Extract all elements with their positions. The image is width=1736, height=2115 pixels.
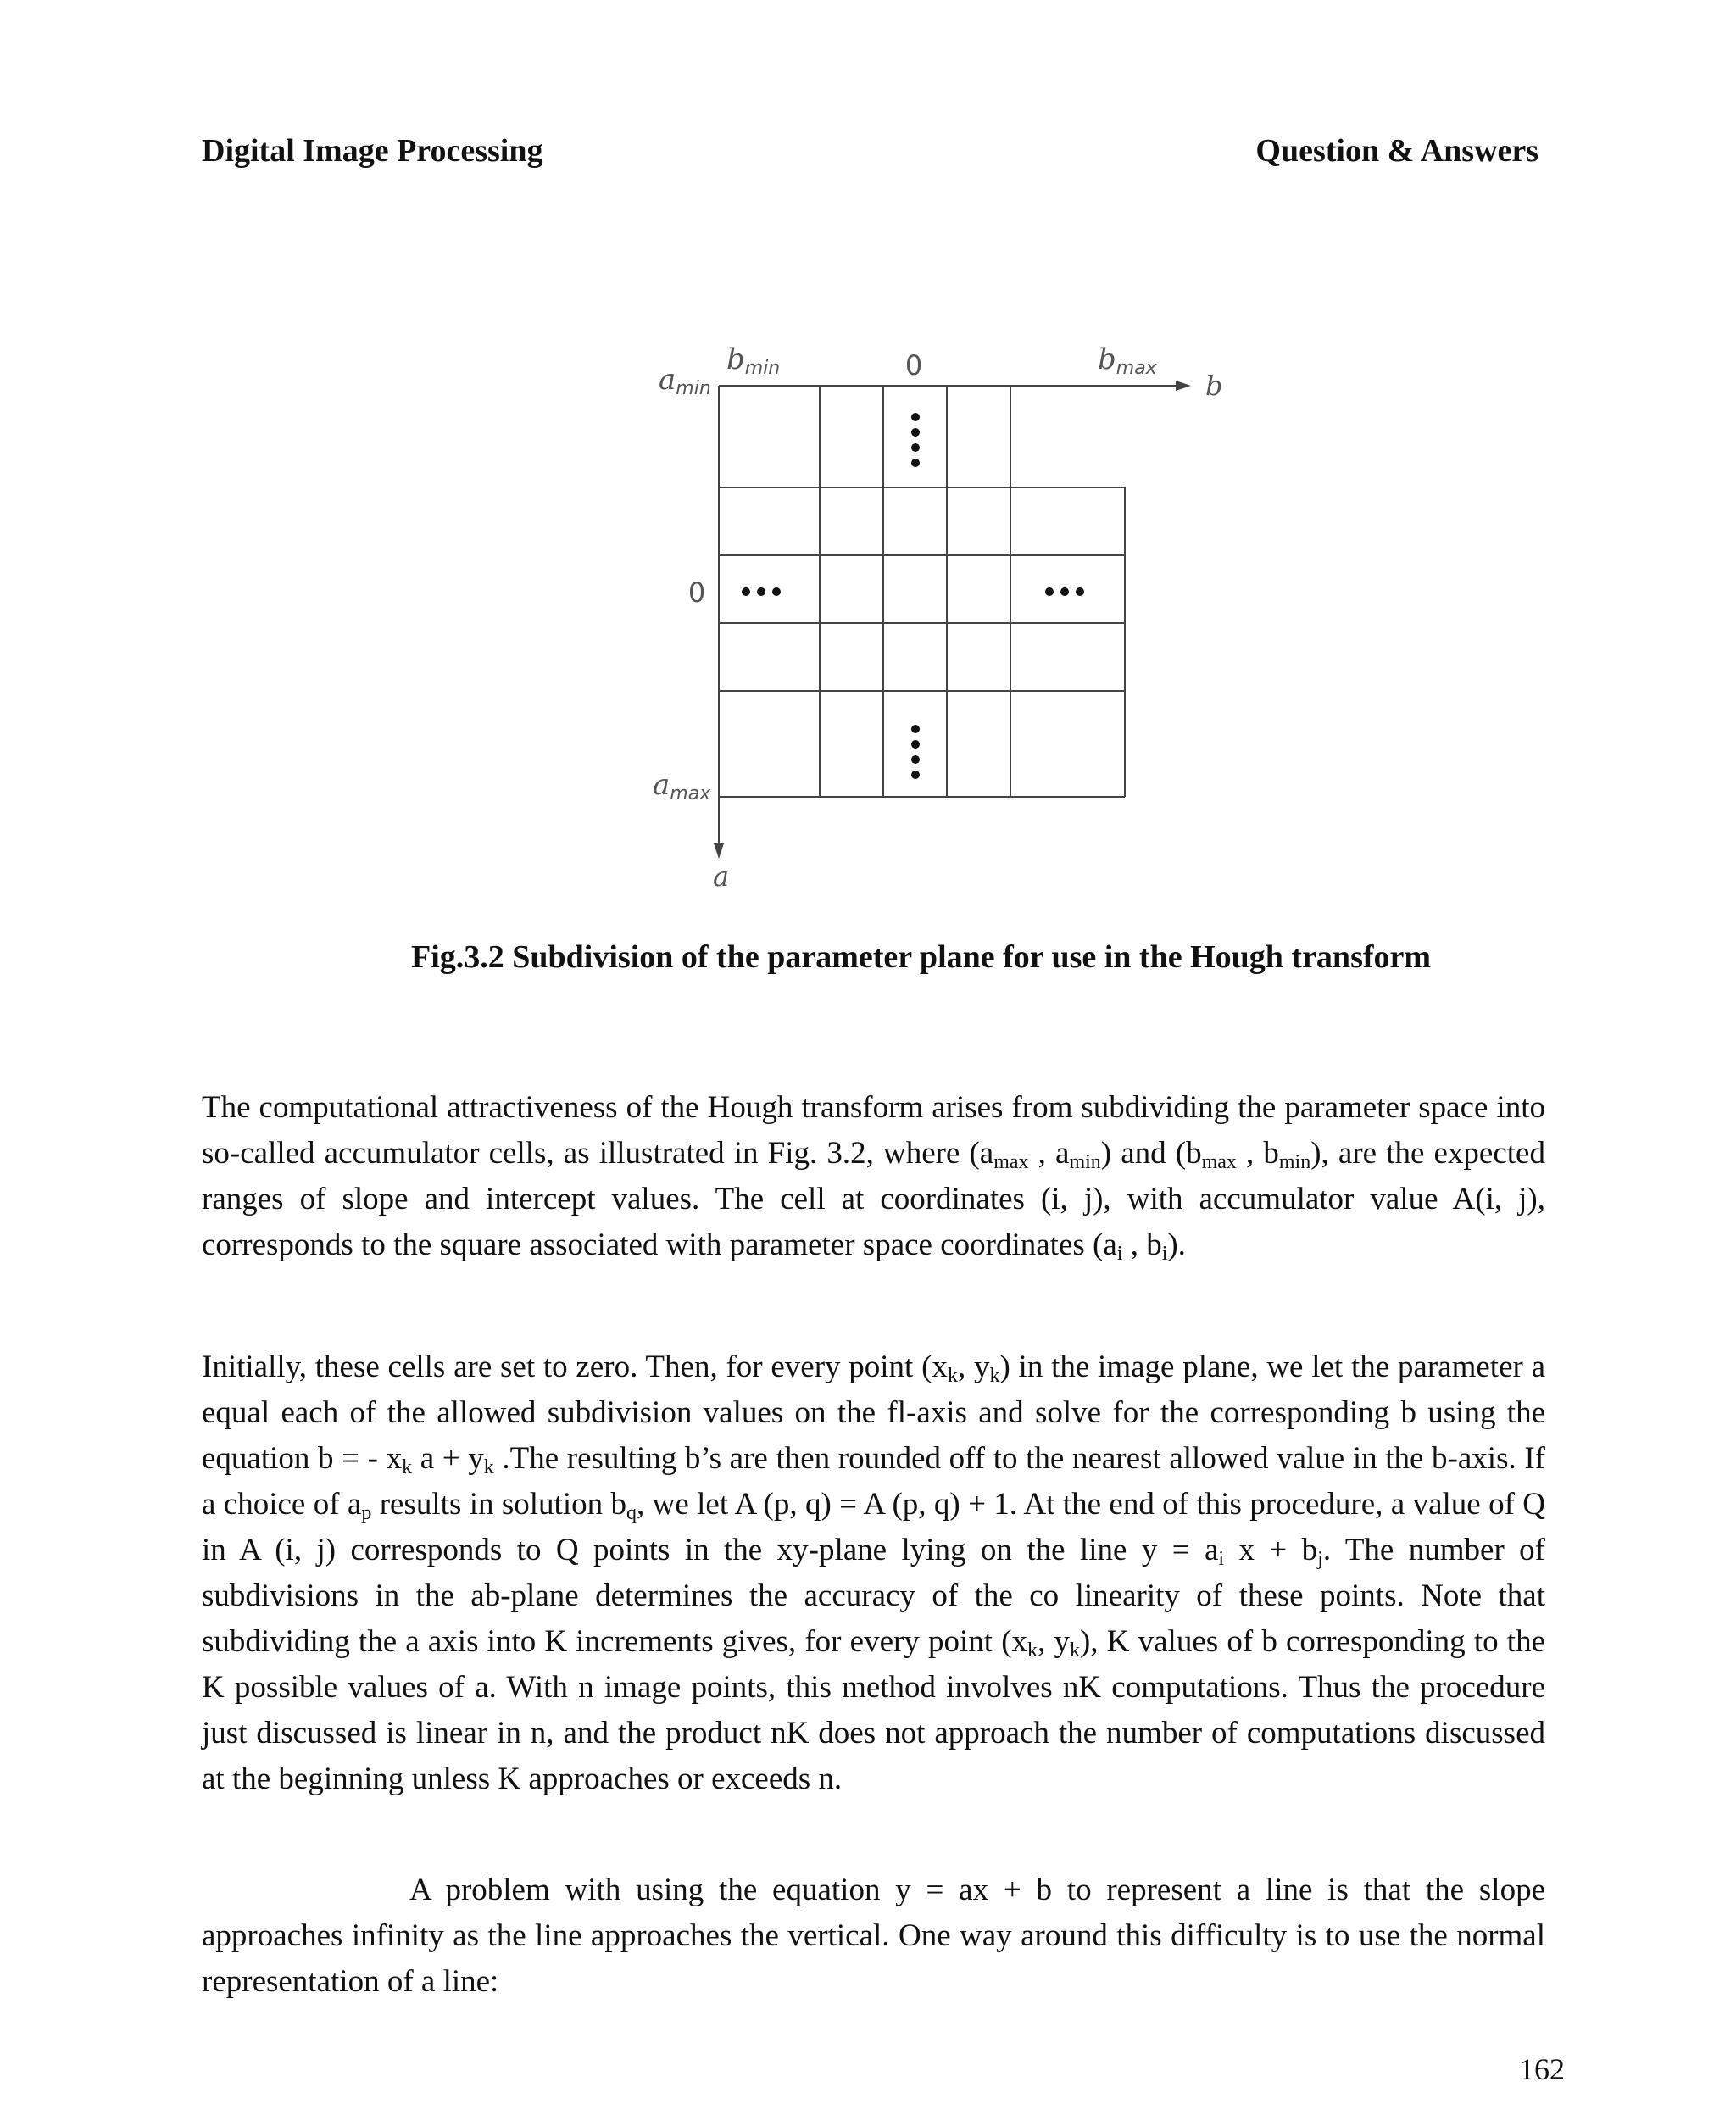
paragraph-accumulator-cells: The computational attractiveness of the Hough transform arises from subdividing the parameter space into so-called accumulator cells, as illustrated in Fig. 3.2, where ($a_{max}$ , $a_{min}$) and ($b_{max}$ , $b_{min}$), are the expected ranges of slope and intercept values. The cell at coordinates (i, j), with accumulator value A(i, j), corresponds to the square associated with parameter space coordinates ($a_i$ , $b_i$). xyxy=(202,1090,1545,1265)
zero-top-label: 0 xyxy=(904,349,923,381)
a-axis-label: a xyxy=(713,860,730,893)
header-section: Question & Answers xyxy=(1255,133,1538,169)
figure-caption: Fig.3.2 Subdivision of the parameter plane for use in the Hough transform xyxy=(411,939,1432,975)
b-min-label: bmin xyxy=(726,342,781,379)
paragraph-procedure: Initially, these cells are set to zero. Then, for every point ($x_k$, $y_k$) in the image plane, we let the parameter a equal each of the allowed subdivision values on the fl-axis and solve for the corresponding b using the equation b = - $x_k$ $a + y_k$ .The resulting b’s are then rounded off to the nearest allowed value in the b-axis. If a choice of $a_p$ results in solution $b_q$, we let A (p, q) = A (p, q) + 1. At the end of this procedure, a value of Q in A (i, j) corresponds to Q points in the xy-plane lying on the line $y = a_i$ $x + b_j$. The number of subdivisions in the ab-plane determines the accuracy of the co linearity of these points. Note that subdividing the a axis into K increments gives, for every point ($x_k$, $y_k$), K values of b corresponding to the K possible values of a. With n image points, this method involves nK computations. Thus the procedure just discussed is linear in n, and the product nK does not approach the number of computations discussed at the beginning unless K approaches or exceeds n. xyxy=(202,1350,1546,1796)
page-number: 162 xyxy=(1519,2052,1565,2086)
a-max-label: amax xyxy=(653,768,711,804)
b-axis-label: b xyxy=(1205,370,1223,402)
parameter-plane-figure xyxy=(644,339,1238,916)
ellipsis-dots xyxy=(742,413,1084,779)
b-axis-arrowhead xyxy=(1176,381,1191,391)
accumulator-grid-diagram xyxy=(644,339,1238,916)
a-axis-arrowhead xyxy=(714,843,724,859)
header-title: Digital Image Processing xyxy=(202,133,543,169)
paragraph-normal-representation: A problem with using the equation y = ax + b to represent a line is that the slope approaches infinity as the line approaches the vertical. One way around this difficulty is to use the normal representation of a line: xyxy=(202,1873,1545,1999)
zero-left-label: 0 xyxy=(687,576,706,609)
a-min-label: amin xyxy=(659,363,711,399)
b-max-label: bmax xyxy=(1098,342,1157,379)
